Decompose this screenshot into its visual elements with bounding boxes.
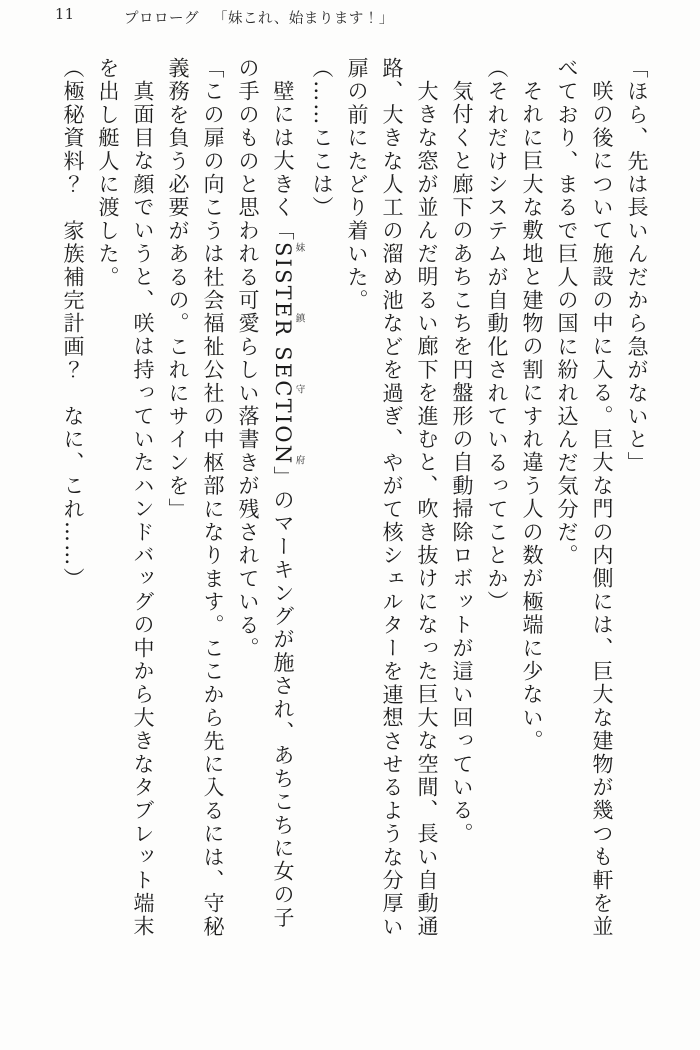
paragraph: 真面目な顔でいうと、咲は持っていたハンドバッグの中から大きなタブレット端末を出し艇人に渡した。 xyxy=(96,57,155,939)
paragraph-thought: （極秘資料？ 家族補完計画？ なに、これ……） xyxy=(61,57,85,591)
ruby-post-text: 」のマーキングが施され、あちこちに女の子の手のものと思われる可愛らしい落書きが残されている。 xyxy=(236,57,295,930)
page-number: 11 xyxy=(55,7,75,23)
paragraph: それに巨大な敷地と建物の割にすれ違う人の数が極端に少ない。 xyxy=(520,80,544,753)
paragraph-dialogue: 「ほら、先は長いんだから急がないと」 xyxy=(625,57,649,475)
paragraph: 咲の後について施設の中に入る。巨大な門の内側には、巨大な建物が幾つも軒を並べており、まるで巨人の国に紛れ込んだ気分だ。 xyxy=(555,57,614,939)
paragraph: 気付くと廊下のあちこちを円盤形の自動掃除ロボットが這い回っている。 xyxy=(450,80,474,846)
body-text xyxy=(50,57,654,943)
running-head xyxy=(0,7,700,29)
paragraph-dialogue: 「この扉の向こうは社会福祉公社の中枢部になります。ここから先に入るには、守秘義務を負う必要があるの。これにサインを」 xyxy=(166,57,225,939)
sister-section-ruby xyxy=(271,242,305,466)
chapter-label: プロローグ xyxy=(124,11,199,27)
ruby-base: SISTER SECTION xyxy=(271,242,295,466)
ruby-furigana: 妹鎮守府 xyxy=(293,242,305,466)
paragraph: 大きな窓が並んだ明るい廊下を進むと、吹き抜けになった巨大な空間、長い自動通路、大きな人工の溜め池などを過ぎ、やがて核シェルターを連想させるような分厚い扉の前にたどり着いた。 xyxy=(345,57,439,939)
paragraph-with-ruby xyxy=(230,57,304,943)
paragraph-thought: （……ここは） xyxy=(310,57,334,220)
book-title: 「妹これ、始まります！」 xyxy=(213,11,394,27)
paragraph-thought: （それだけシステムが自動化されているってことか） xyxy=(485,57,509,614)
ruby-pre-text: 壁には大きく「 xyxy=(271,80,295,243)
